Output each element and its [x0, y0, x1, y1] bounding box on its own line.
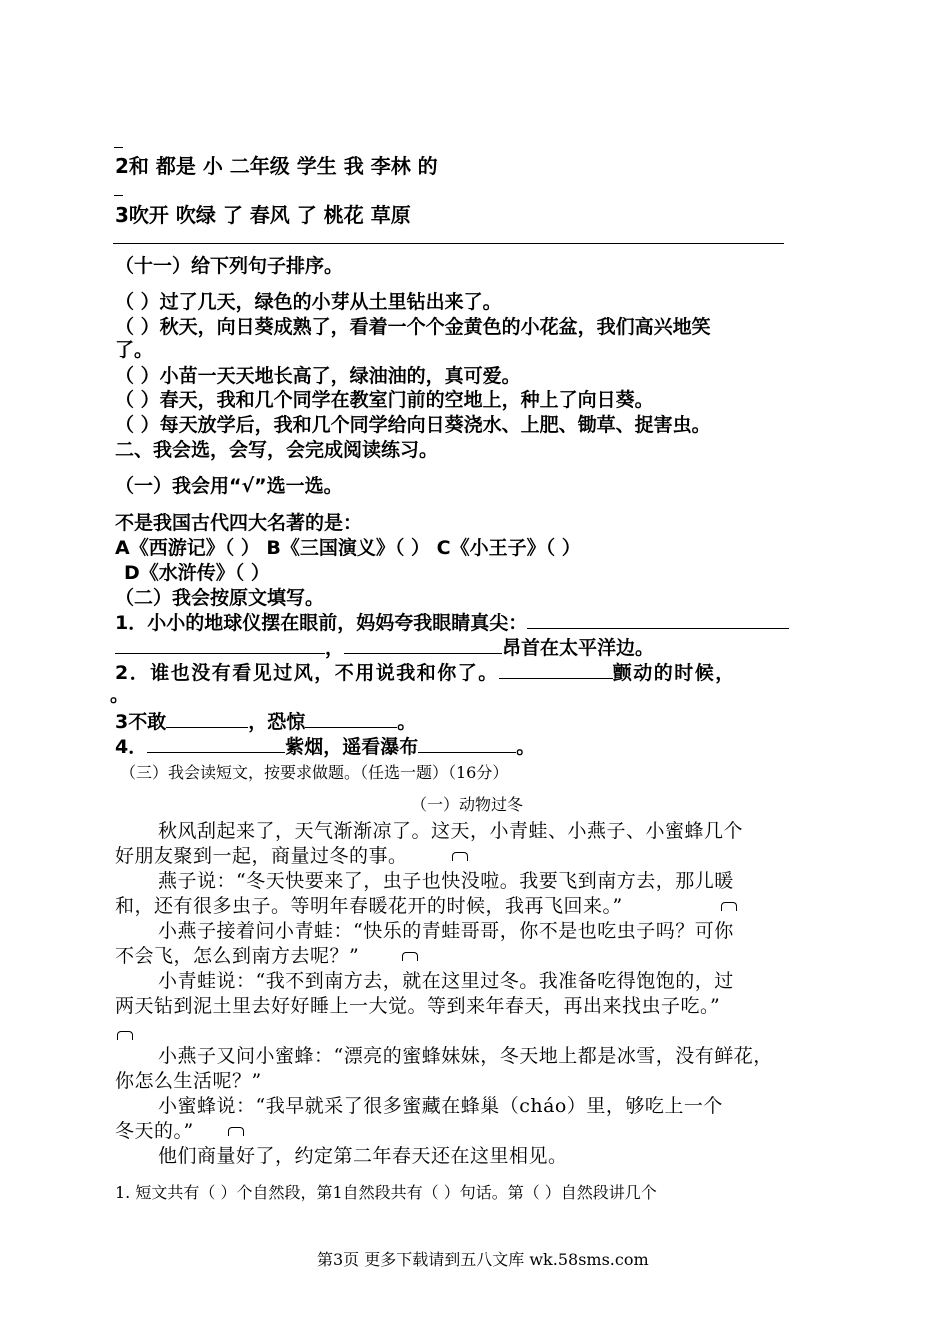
sub-1-options-abc: A《西游记》（ ） B《三国演义》（ ） C《小王子》（ ） [115, 537, 581, 559]
page-footer: 第3页 更多下载请到五八文库 wk.58sms.com [317, 1250, 649, 1269]
fill-blank[interactable] [418, 736, 516, 753]
fill-q1-end: 昂首在太平洋边。 [502, 637, 655, 659]
fill-q4-text-c: 。 [516, 736, 536, 758]
line-tick [114, 195, 123, 196]
fill-q4 [115, 732, 535, 759]
fill-blank[interactable] [147, 736, 285, 753]
story-line: 两天钻到泥土里去好好睡上一大觉。等到来年春天，再出来找虫子吃。” [115, 995, 721, 1017]
question-1: 1. 短文共有（ ）个自然段，第1自然段共有（ ）句话。第（ ）自然段讲几个 [115, 1183, 657, 1202]
fill-blank[interactable] [527, 612, 789, 629]
fill-blank[interactable] [305, 711, 397, 728]
reorder-line-3: 3吹开 吹绿 了 春风 了 桃花 草原 [115, 203, 411, 227]
story-line: 你怎么生活呢？” [115, 1070, 262, 1092]
paragraph-mark [452, 852, 468, 861]
sentence-item-2: （ ）秋天，向日葵成熟了，看着一个个金黄色的小花盆，我们高兴地笑 [115, 316, 711, 338]
sub-1-title: （一）我会用“√”选一选。 [115, 475, 343, 497]
fill-q2-text: 2．谁也没有看见过风，不用说我和你了。 [115, 662, 499, 684]
story-line: 他们商量好了，约定第二年春天还在这里相见。 [158, 1145, 568, 1167]
fill-q4-text-b: 紫烟，遥看瀑布 [285, 736, 419, 758]
sub-1-question: 不是我国古代四大名著的是： [115, 512, 363, 534]
story-line: 不会飞，怎么到南方去呢？” [115, 945, 360, 967]
fill-q1-text: 1．小小的地球仪摆在眼前，妈妈夸我眼睛真尖： [115, 612, 528, 634]
fill-blank[interactable] [166, 711, 248, 728]
story-line: 燕子说：“冬天快要来了，虫子也快没啦。我要飞到南方去，那儿暖 [158, 870, 734, 892]
sentence-item-1: （ ）过了几天，绿色的小芽从土里钻出来了。 [115, 291, 502, 313]
story-line: 和，还有很多虫子。等明年春暖花开的时候，我再飞回来。” [115, 895, 623, 917]
fill-q3-text-a: 3不敢 [115, 711, 167, 733]
reorder-line-2: 2和 都是 小 二年级 学生 我 李林 的 [115, 154, 438, 178]
fill-blank[interactable] [115, 637, 325, 654]
fill-q3-text-b: ，恐惊 [248, 711, 306, 733]
fill-blank[interactable] [344, 637, 502, 654]
sentence-item-5: （ ）每天放学后，我和几个同学给向日葵浇水、上肥、锄草、捉害虫。 [115, 414, 711, 436]
story-title: （一）动物过冬 [411, 795, 524, 814]
section-11-title: （十一）给下列句子排序。 [115, 255, 344, 277]
story-line: 小蜜蜂说：“我早就采了很多蜜藏在蜂巢（cháo）里，够吃上一个 [158, 1095, 723, 1117]
fill-q3-text-c: 。 [397, 711, 417, 733]
fill-q1 [115, 608, 789, 635]
story-line: 好朋友聚到一起，商量过冬的事。 [115, 845, 408, 867]
sentence-item-4: （ ）春天，我和几个同学在教室门前的空地上，种上了向日葵。 [115, 389, 654, 411]
sentence-item-2-cont: 了。 [115, 339, 154, 361]
paragraph-mark [402, 952, 418, 961]
line-tick [114, 147, 123, 148]
fill-q2-dot: 。 [110, 684, 130, 706]
story-line: 秋风刮起来了，天气渐渐凉了。这天，小青蛙、小燕子、小蜜蜂几个 [158, 820, 744, 842]
sentence-item-3: （ ）小苗一天天地长高了，绿油油的，真可爱。 [115, 365, 521, 387]
fill-q1-cont [115, 633, 654, 660]
fill-q2 [115, 658, 736, 685]
fill-q4-text-a: 4． [115, 736, 148, 758]
story-line: 小青蛙说：“我不到南方去，就在这里过冬。我准备吃得饱饱的，过 [158, 970, 734, 992]
part-2-title: 二、我会选，会写，会完成阅读练习。 [115, 439, 439, 461]
sub-2-title: （二）我会按原文填写。 [115, 587, 325, 609]
story-line: 冬天的。” [115, 1120, 194, 1142]
paragraph-mark [117, 1031, 133, 1040]
story-line: 小燕子接着问小青蛙：“快乐的青蛙哥哥，你不是也吃虫子吗？可你 [158, 920, 734, 942]
fill-q3 [115, 707, 416, 734]
divider [113, 243, 784, 244]
fill-q1-comma: ， [325, 637, 345, 659]
paragraph-mark [228, 1127, 244, 1136]
paragraph-mark [721, 902, 737, 911]
sub-3-title: （三）我会读短文，按要求做题。（任选一题）（16分） [120, 763, 509, 782]
story-line: 小燕子又问小蜜蜂：“漂亮的蜜蜂妹妹，冬天地上都是冰雪，没有鲜花， [158, 1045, 773, 1067]
sub-1-option-d: D《水浒传》（ ） [124, 562, 270, 584]
fill-blank[interactable] [499, 662, 613, 679]
fill-q2-end: 颤动的时候， [612, 662, 736, 684]
